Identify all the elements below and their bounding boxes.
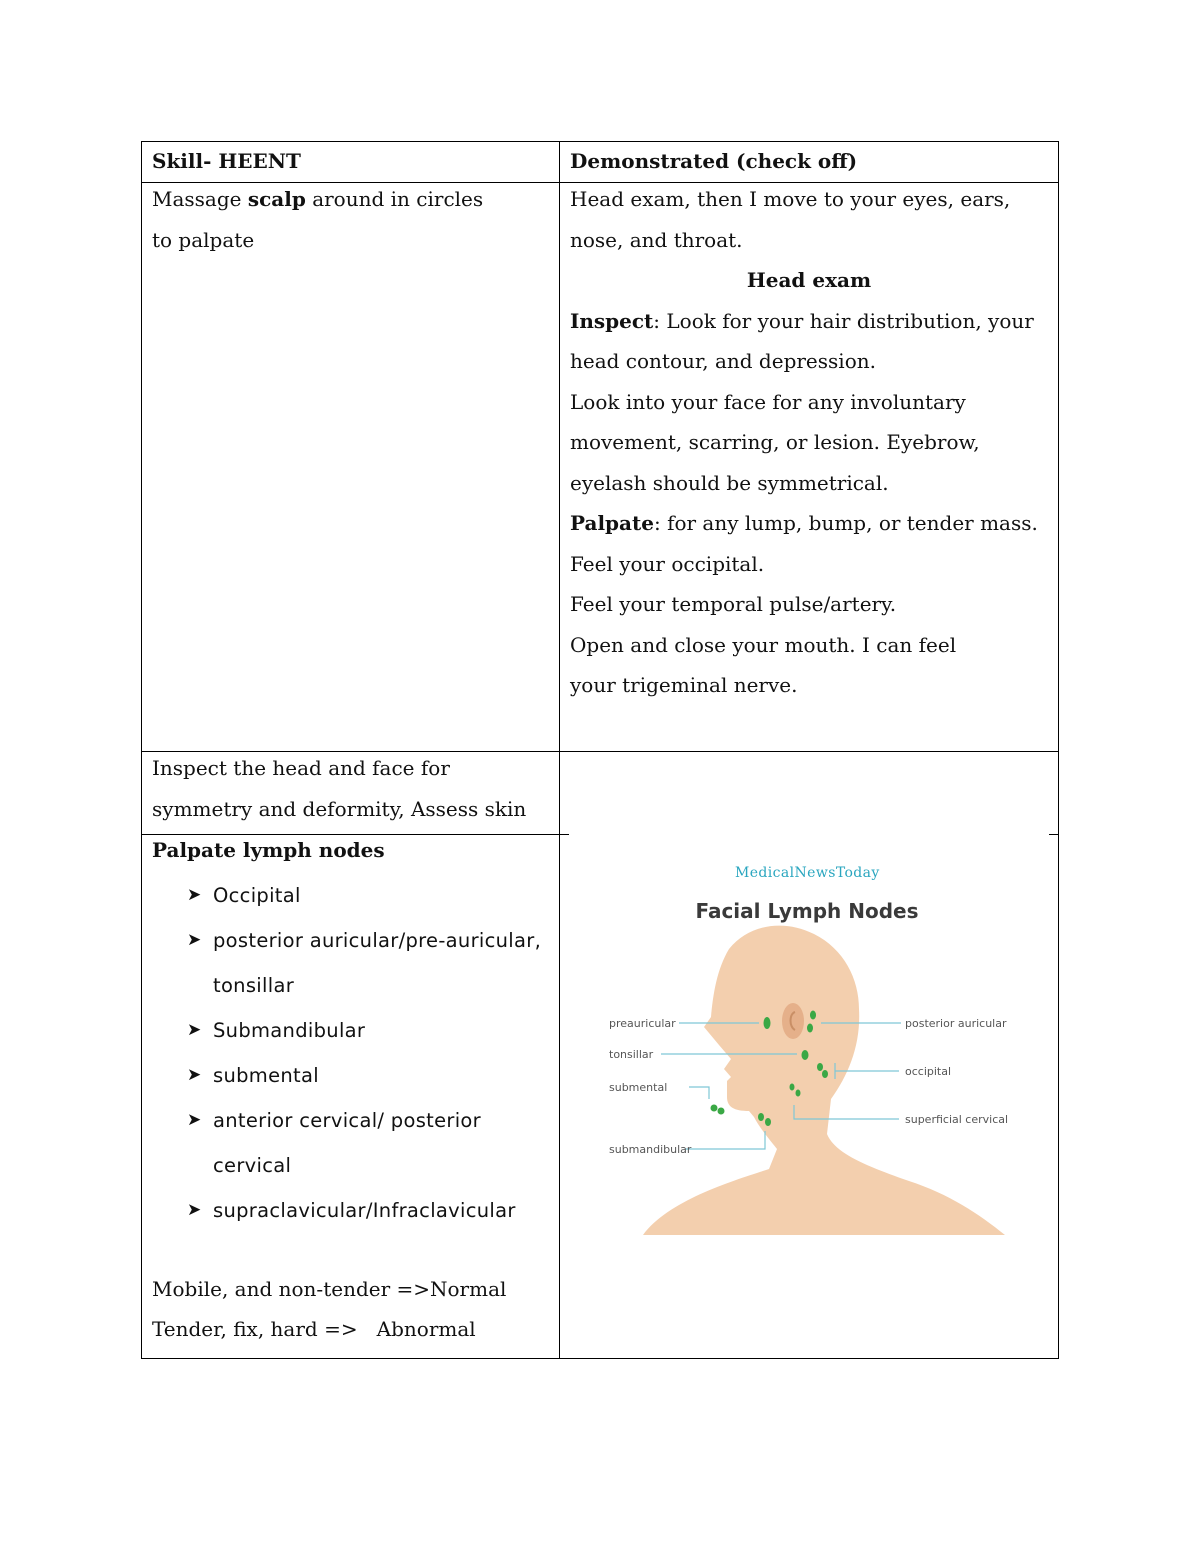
lymph-node-item xyxy=(187,1188,552,1233)
heent-table xyxy=(141,141,1059,1359)
label-superficial-cervical: superficial cervical xyxy=(905,1113,1009,1126)
intro-text: Head exam, then I move to your eyes, ears, nose, and throat. xyxy=(570,187,1011,252)
temporal-text: Feel your temporal pulse/artery. xyxy=(570,592,897,616)
preauricular-node xyxy=(764,1017,771,1029)
lymph-node-text: Occipital xyxy=(213,883,301,907)
table-border-left xyxy=(141,141,142,1359)
lymph-node-list xyxy=(152,873,552,1233)
lymph-node-text: posterior auricular/pre-auricular, tonsillar xyxy=(213,928,542,997)
occipital-text: Feel your occipital. xyxy=(570,551,765,576)
posterior-auricular-node-2 xyxy=(807,1024,813,1033)
header-demonstrated: Demonstrated (check off) xyxy=(570,149,858,173)
submental-node xyxy=(711,1105,718,1112)
superficial-cervical-node xyxy=(790,1084,795,1091)
label-submental: submental xyxy=(609,1081,668,1094)
figure-title: Facial Lymph Nodes xyxy=(695,899,919,923)
occipital-node xyxy=(817,1063,823,1071)
bullet-arrow-icon: ➤ xyxy=(187,884,202,905)
lymph-node-text: submental xyxy=(213,1063,319,1087)
tonsillar-node xyxy=(802,1050,809,1060)
submental-node-2 xyxy=(718,1108,725,1115)
skill-palpate-lymph xyxy=(152,830,552,1350)
bullet-arrow-icon: ➤ xyxy=(187,1019,202,1040)
ear xyxy=(782,1003,804,1039)
label-submandibular: submandibular xyxy=(609,1143,692,1156)
row-divider-2-right xyxy=(1049,834,1059,835)
lymph-node-item xyxy=(187,1053,552,1098)
table-border-bottom xyxy=(141,1358,1059,1359)
bullet-arrow-icon: ➤ xyxy=(187,1109,202,1130)
face-text: Look into your face for any involuntary movement, scarring, or lesion. Eyebrow, eyelash should be symmetrical. xyxy=(570,389,980,495)
lymph-node-item xyxy=(187,1098,552,1188)
palpate-text: Palpate: for any lump, bump, or tender mass. xyxy=(570,511,1038,535)
occipital-node-2 xyxy=(822,1070,828,1078)
label-occipital: occipital xyxy=(905,1065,952,1078)
submandibular-line xyxy=(685,1131,765,1149)
brand-logo: MedicalNewsToday xyxy=(735,865,880,881)
bullet-arrow-icon: ➤ xyxy=(187,1064,202,1085)
abnormal-criteria: Tender, fix, hard => Abnormal xyxy=(152,1317,476,1341)
facial-lymph-nodes-figure xyxy=(609,849,1039,1249)
head-diagram xyxy=(609,849,1039,1249)
label-preauricular: preauricular xyxy=(609,1017,676,1030)
skill-massage-scalp: Massage scalp around in circles to palpate xyxy=(152,187,484,252)
header-skill: Skill- HEENT xyxy=(152,149,301,173)
lymph-node-item xyxy=(187,1008,552,1053)
label-tonsillar: tonsillar xyxy=(609,1048,654,1061)
lymph-node-item xyxy=(187,918,552,1008)
bullet-arrow-icon: ➤ xyxy=(187,1199,202,1220)
mouth-text: Open and close your mouth. I can feel your trigeminal nerve. xyxy=(570,632,957,697)
lymph-node-text: supraclavicular/Infraclavicular xyxy=(213,1198,516,1222)
bullet-arrow-icon: ➤ xyxy=(187,929,202,950)
head-silhouette xyxy=(643,926,1005,1235)
lymph-node-text: Submandibular xyxy=(213,1018,366,1042)
submandibular-node xyxy=(758,1113,764,1121)
skill-inspect-head: Inspect the head and face for symmetry and deformity, Assess skin xyxy=(152,756,527,821)
head-exam-notes xyxy=(570,179,1048,706)
label-posterior-auricular: posterior auricular xyxy=(905,1017,1007,1030)
lymph-heading: Palpate lymph nodes xyxy=(152,838,385,862)
superficial-cervical-node-2 xyxy=(796,1090,801,1097)
inspect-text: Inspect: Look for your hair distribution, your head contour, and depression. xyxy=(570,308,1034,373)
head-exam-heading: Head exam xyxy=(746,268,872,292)
table-border-right xyxy=(1058,141,1059,1359)
lymph-node-text: anterior cervical/ posterior cervical xyxy=(213,1108,481,1177)
lymph-node-item xyxy=(187,873,552,918)
submandibular-node-2 xyxy=(765,1118,771,1126)
posterior-auricular-node xyxy=(810,1011,816,1020)
submental-line xyxy=(689,1087,709,1099)
normal-criteria: Mobile, and non-tender =>Normal xyxy=(152,1276,507,1301)
table-column-divider xyxy=(559,141,560,1359)
